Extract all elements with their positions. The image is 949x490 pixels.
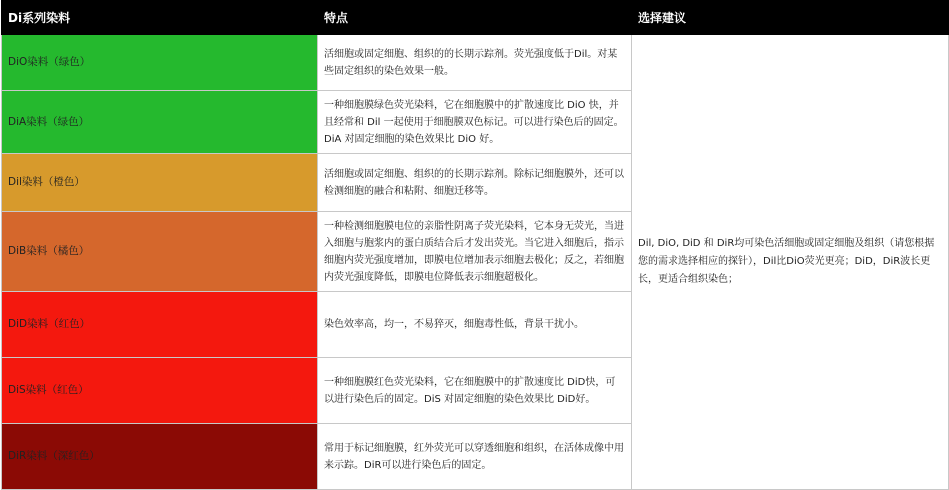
feature-cell: 常用于标记细胞膜，红外荧光可以穿透细胞和组织，在活体成像中用来示踪。DiR可以进行染色后的固定。: [318, 424, 632, 490]
feature-cell: 一种检测细胞膜电位的亲脂性阴离子荧光染料，它本身无荧光，当进入细胞与胞浆内的蛋白质结合后才发出荧光。当它进入细胞后，指示细胞内荧光强度增加，即膜电位增加表示细胞去极化；反之，若细胞内荧光强度降低，即膜电位降低表示细胞超极化。: [318, 212, 632, 292]
table-header: [2, 1, 949, 35]
dye-name-cell: DiS染料（红色）: [2, 358, 318, 424]
table-body: [2, 35, 949, 490]
dye-name-cell: DiO染料（绿色）: [2, 35, 318, 91]
dye-name-cell: DiA染料（绿色）: [2, 91, 318, 154]
table-row: [2, 35, 949, 91]
advice-cell: Dil, DiO, DiD 和 DiR均可染色活细胞或固定细胞及组织（请您根据您的需求选择相应的探针），Dil比DiO荧光更亮；DiD，DiR波长更长，更适合组织染色；: [632, 35, 949, 490]
header-advice: 选择建议: [632, 1, 949, 35]
dye-name-cell: Dil染料（橙色）: [2, 154, 318, 212]
dye-comparison-table: [1, 0, 949, 490]
feature-cell: 活细胞或固定细胞、组织的的长期示踪剂。除标记细胞膜外，还可以检测细胞的融合和粘附、细胞迁移等。: [318, 154, 632, 212]
dye-name-cell: DiR染料（深红色）: [2, 424, 318, 490]
header-row: [2, 1, 949, 35]
feature-cell: 活细胞或固定细胞、组织的的长期示踪剂。荧光强度低于Dil。对某些固定组织的染色效果一般。: [318, 35, 632, 91]
feature-cell: 染色效率高，均一，不易猝灭，细胞毒性低，背景干扰小。: [318, 292, 632, 358]
dye-name-cell: DiD染料（红色）: [2, 292, 318, 358]
dye-name-cell: DiB染料（橘色）: [2, 212, 318, 292]
header-dye-series: Di系列染料: [2, 1, 318, 35]
header-features: 特点: [318, 1, 632, 35]
feature-cell: 一种细胞膜红色荧光染料，它在细胞膜中的扩散速度比 DiD快，可以进行染色后的固定。DiS 对固定细胞的染色效果比 DiD好。: [318, 358, 632, 424]
feature-cell: 一种细胞膜绿色荧光染料，它在细胞膜中的扩散速度比 DiO 快，并且经常和 Dil 一起使用于细胞膜双色标记。可以进行染色后的固定。DiA 对固定细胞的染色效果比 DiO 好。: [318, 91, 632, 154]
